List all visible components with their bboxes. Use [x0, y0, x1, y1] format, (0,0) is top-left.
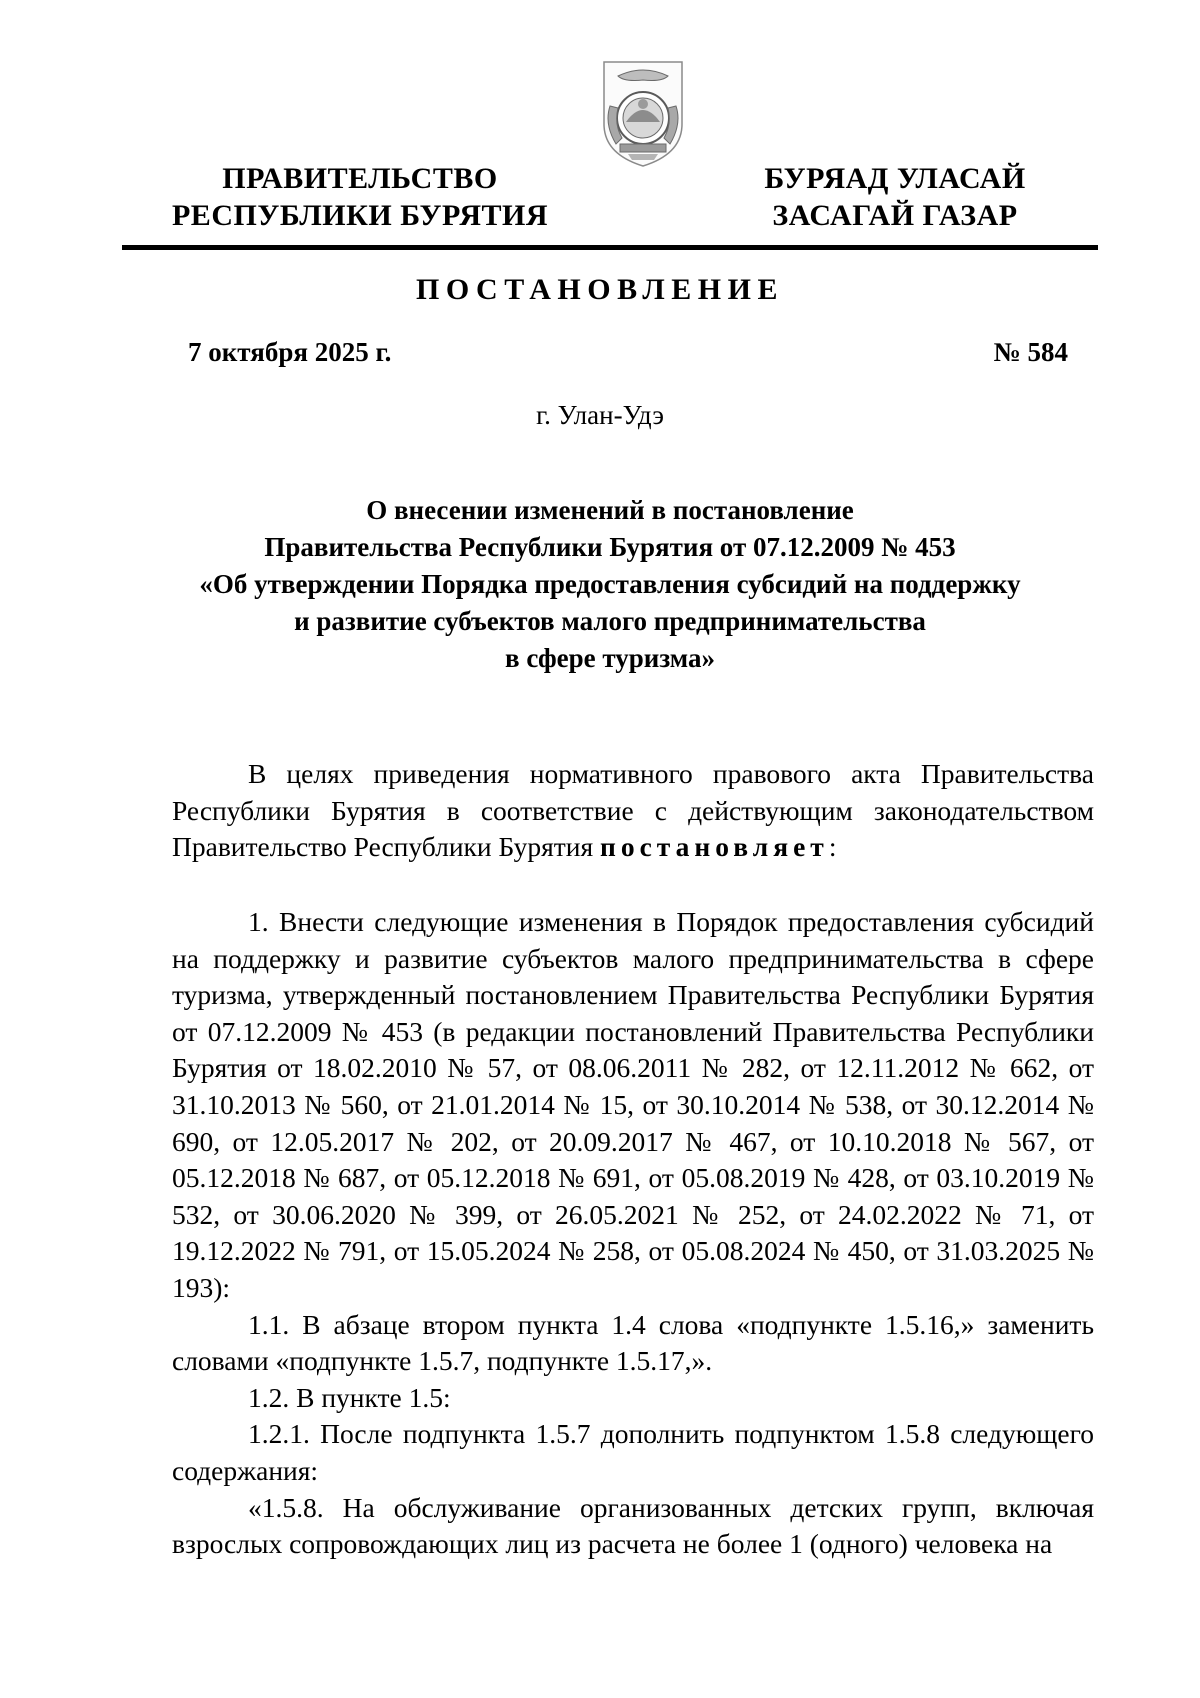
title-line4: и развитие субъектов малого предпринимательства [294, 606, 926, 636]
title-line3: «Об утверждении Порядка предоставления субсидий на поддержку [199, 569, 1021, 599]
header-right-line1: БУРЯАД УЛАСАЙ [764, 162, 1026, 195]
header-left-line1: ПРАВИТЕЛЬСТВО [222, 162, 498, 195]
title-line1: О внесении изменений в постановление [366, 495, 854, 525]
preamble-paragraph [172, 756, 1094, 866]
document-title [140, 492, 1080, 677]
document-number: № 584 [993, 337, 1068, 367]
preamble-text: В целях приведения нормативного правового акта Правительства Республики Бурятия в соответствие с действующим законодательством Правительство Республики Бурятия [172, 758, 1094, 863]
government-name-buryat [740, 160, 1050, 234]
paragraph-1-2-1: 1.2.1. После подпункта 1.5.7 дополнить подпунктом 1.5.8 следующего содержания: [172, 1418, 1094, 1486]
title-line2: Правительства Республики Бурятия от 07.12.2009 № 453 [264, 532, 956, 562]
document-type: ПОСТАНОВЛЕНИЕ [416, 273, 784, 306]
header-right-line2: ЗАСАГАЙ ГАЗАР [772, 199, 1018, 232]
preamble-action: постановляет [600, 831, 829, 863]
header-divider [122, 245, 1098, 250]
coat-of-arms-icon [598, 58, 688, 170]
paragraph-1-2: 1.2. В пункте 1.5: [248, 1381, 451, 1413]
title-line5: в сфере туризма» [504, 643, 716, 673]
document-place: г. Улан-Удэ [536, 400, 664, 430]
header-left-line2: РЕСПУБЛИКИ БУРЯТИЯ [171, 199, 549, 232]
preamble-end: : [828, 831, 837, 863]
paragraph-quote: «1.5.8. На обслуживание организованных детских групп, включая взрослых сопровождающих лиц из расчета не более 1 (одного) человека на [172, 1491, 1094, 1560]
preamble [172, 756, 1094, 866]
document-date: 7 октября 2025 г. [188, 337, 392, 367]
main-body [172, 904, 1094, 1563]
government-name-russian [170, 160, 550, 234]
paragraph-1-1: 1.1. В абзаце втором пункта 1.4 слова «подпункте 1.5.16,» заменить словами «подпункте 1.5.7, подпункте 1.5.17,». [172, 1308, 1094, 1377]
paragraph-1: 1. Внести следующие изменения в Порядок предоставления субсидий на поддержку и развитие субъектов малого предпринимательства в сфере туризма, утвержденный постановлением Правительства Республики Бурятия от 07.12.2009 № 453 (в редакции постановлений Правительства Республики Бурятия от 18.02.2010 № 57, от 08.06.2011 № 282, от 12.11.2012 № 662, от 31.10.2013 № 560, от 21.01.2014 № 15, от 30.10.2014 № 538, от 30.12.2014 № 690, от 12.05.2017 № 202, от 20.09.2017 № 467, от 10.10.2018 № 567, от 05.12.2018 № 687, от 05.12.2018 № 691, от 05.08.2019 № 428, от 03.10.2019 № 532, от 30.06.2020 № 399, от 26.05.2021 № 252, от 24.02.2022 № 71, от 19.12.2022 № 791, от 15.05.2024 № 258, от 05.08.2024 № 450, от 31.03.2025 № 193): [172, 906, 1094, 1303]
